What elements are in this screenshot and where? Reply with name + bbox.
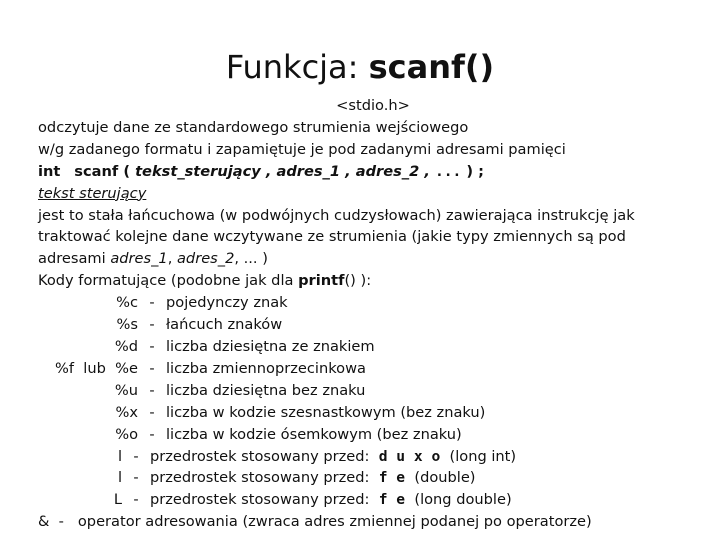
format-code-row (38, 314, 708, 336)
format-code-row (38, 424, 708, 446)
ampersand-symbol: & (38, 513, 50, 531)
prefix-letter: L (113, 491, 122, 509)
signature (38, 161, 708, 183)
header-include: <stdio.h> (336, 97, 410, 114)
description-line-1: odczytuje dane ze standardowego strumienia wejściowego (38, 118, 469, 136)
format-dash: - (149, 381, 155, 399)
control-desc3-post: , ... ) (234, 250, 268, 268)
control-heading: tekst sterujący (38, 184, 147, 202)
signature-close: ) ; (461, 162, 484, 180)
format-code-row (38, 380, 708, 402)
control-desc3-addr1: adres_1 (110, 250, 168, 268)
format-description: liczba dziesiętna bez znaku (166, 381, 366, 399)
prefix-description: przedrostek stosowany przed: (150, 491, 370, 509)
codes-heading-post: () ): (344, 272, 372, 290)
prefix-dash: - (133, 491, 139, 509)
format-dash: - (149, 359, 155, 377)
prefix-description: przedrostek stosowany przed: (150, 469, 370, 487)
prefix-list (38, 446, 708, 512)
format-code-row (38, 358, 708, 380)
prefix-letter: l (117, 469, 122, 487)
control-description-2: traktować kolejne dane wczytywane ze strumienia (jakie typy zmiennych są pod (38, 228, 626, 246)
format-code: %o (115, 425, 138, 443)
control-desc3-mid: , (167, 250, 177, 268)
prefix-row (38, 446, 708, 468)
format-description: łańcuch znaków (166, 316, 283, 334)
format-code: %s (116, 316, 138, 334)
signature-open: ( (118, 162, 136, 180)
signature-keyword: int (38, 162, 61, 180)
prefix-dash: - (133, 447, 139, 465)
format-description: liczba w kodzie ósemkowym (bez znaku) (166, 425, 462, 443)
format-dash: - (149, 403, 155, 421)
prefix-targets: f e (378, 491, 406, 509)
format-codes-list (38, 292, 708, 445)
title-function: scanf() (368, 48, 495, 86)
format-code: %c (116, 294, 138, 312)
format-code: %d (114, 337, 138, 355)
format-description: pojedynczy znak (166, 294, 288, 312)
prefix-description: przedrostek stosowany przed: (150, 447, 370, 465)
slide-body (38, 95, 708, 533)
format-dash: - (149, 425, 155, 443)
control-description-1: jest to stała łańcuchowa (w podwójnych cudzysłowach) zawierająca instrukcję jak (38, 206, 635, 224)
control-desc3-pre: adresami (38, 250, 111, 268)
control-desc3-addr2: adres_2 (176, 250, 235, 268)
control-description-3 (38, 248, 708, 270)
prefix-note: (double) (414, 469, 476, 487)
format-description: liczba dziesiętna ze znakiem (166, 337, 375, 355)
prefix-note: (long int) (449, 447, 517, 465)
format-code: %f lub %e (55, 359, 138, 377)
format-dash: - (149, 294, 155, 312)
prefix-row (38, 467, 708, 489)
signature-function: scanf (74, 162, 119, 180)
signature-args: tekst_sterujący , adres_1 , adres_2 , (135, 162, 435, 180)
prefix-letter: l (117, 447, 122, 465)
prefix-targets: d u x o (378, 447, 441, 465)
format-dash: - (149, 337, 155, 355)
prefix-note: (long double) (414, 491, 512, 509)
ampersand-description: operator adresowania (zwraca adres zmiennej podanej po operatorze) (77, 513, 592, 531)
description-line-2: w/g zadanego formatu i zapamiętuje je pod zadanymi adresami pamięci (38, 140, 566, 158)
slide-title (0, 48, 720, 86)
format-dash: - (149, 316, 155, 334)
signature-dots: ... (434, 162, 462, 180)
format-code: %u (114, 381, 138, 399)
title-prefix: Funkcja: (225, 48, 369, 86)
format-description: liczba w kodzie szesnastkowym (bez znaku) (166, 403, 486, 421)
codes-heading-func: printf (298, 272, 345, 290)
prefix-targets: f e (378, 469, 406, 487)
format-description: liczba zmiennoprzecinkowa (166, 359, 366, 377)
format-code-row (38, 292, 708, 314)
format-code-row (38, 336, 708, 358)
codes-heading-pre: Kody formatujące (podobne jak dla (38, 272, 299, 290)
prefix-row (38, 489, 708, 511)
format-code-row (38, 402, 708, 424)
format-code: %x (115, 403, 138, 421)
ampersand-line (38, 511, 708, 533)
codes-heading (38, 270, 708, 292)
ampersand-dash: - (58, 513, 64, 531)
prefix-dash: - (133, 469, 139, 487)
